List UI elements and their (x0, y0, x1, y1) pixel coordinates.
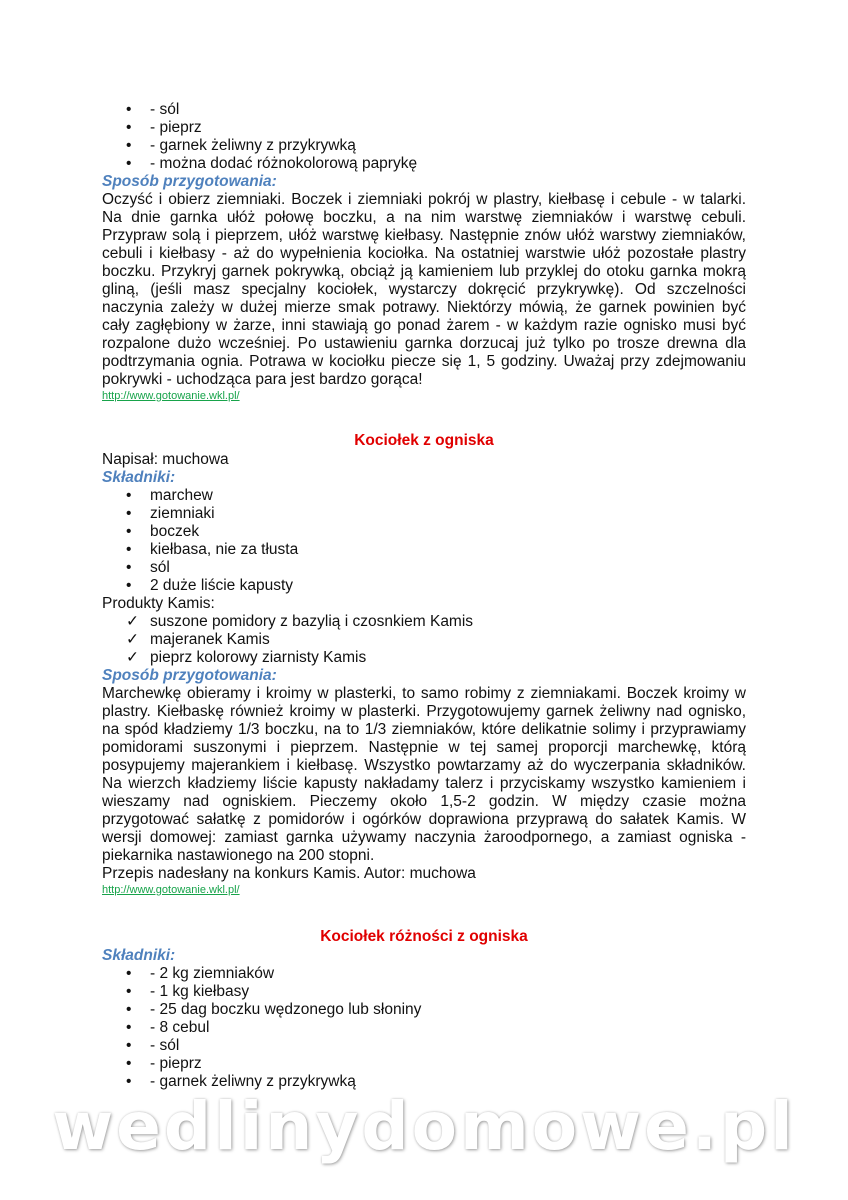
paragraph-line: Na wierzch kładziemy liście kapusty nakładamy talerz i przyciskamy wszystko kamieniem i (102, 775, 746, 792)
checkmark-icon: ✓ (126, 613, 139, 630)
paragraph-line: Na dnie garnka ułóż połowę boczku, a na nim warstwę ziemniaków i warstwę cebuli. (102, 209, 746, 226)
paragraph-line: Oczyść i obierz ziemniaki. Boczek i ziemniaki pokrój w plastry, kiełbasę i cebule - w talarki. (102, 191, 746, 208)
bullet-icon: • (126, 119, 132, 136)
list-item (102, 983, 746, 1001)
list-item (102, 631, 746, 649)
bullet-icon: • (126, 137, 132, 154)
paragraph-line: boczku. Przykryj garnek pokrywką, obciąż ją kamieniem lub przyklej do otoku garnka mokrą (102, 263, 746, 280)
list-item-text: - można dodać różnokolorową paprykę (150, 155, 418, 172)
list-item-text: - pieprz (150, 119, 202, 136)
watermark-logo: wedlinydomowe.pl (52, 1088, 796, 1165)
bullet-icon: • (126, 1001, 132, 1018)
list-item-text: ziemniaki (150, 505, 215, 522)
checkmark-icon: ✓ (126, 631, 139, 648)
list-item-text: pieprz kolorowy ziarnisty Kamis (150, 649, 367, 666)
list-item-text: suszone pomidory z bazylią i czosnkiem Kamis (150, 613, 474, 630)
paragraph-line: naczynia zależy w dużej mierze smak potrawy. Niektórzy mówią, że garnek powinien być (102, 299, 746, 316)
paragraph-line: cały zagłębiony w żarze, inni stawiają go ponad żarem - w każdym razie ognisko musi być (102, 317, 746, 334)
list-item-text: sól (150, 559, 170, 576)
list-item (102, 523, 746, 541)
method-heading: Sposób przygotowania: (102, 667, 277, 684)
list-item (102, 505, 746, 523)
bullet-icon: • (126, 1037, 132, 1054)
bullet-icon: • (126, 577, 132, 594)
bullet-icon: • (126, 523, 132, 540)
paragraph-line: pokrywki - uchodząca para jest bardzo gorąca! (102, 371, 423, 388)
list-item (102, 487, 746, 505)
list-item (102, 559, 746, 577)
list-item (102, 1055, 746, 1073)
recipe-title: Kociołek różności z ogniska (320, 928, 528, 945)
bullet-icon: • (126, 487, 132, 504)
paragraph-line: wersji domowej: zamiast garnka używamy naczynia żaroodpornego, a zamiast ogniska - (102, 829, 746, 846)
bullet-icon: • (126, 101, 132, 118)
list-item (102, 965, 746, 983)
paragraph-line: piekarnika nastawionego na 200 stopni. (102, 847, 375, 864)
list-item-text: majeranek Kamis (150, 631, 270, 648)
bullet-icon: • (126, 559, 132, 576)
paragraph-line: cebuli i kiełbasy - aż do wypełnienia kociołka. Na ostatniej warstwie ułóż pozostałe plastry (102, 245, 746, 262)
section-3 (102, 927, 746, 1091)
list-item (102, 137, 746, 155)
section-1 (102, 101, 746, 405)
paragraph-line: wieszamy nad ogniskiem. Pieczemy około 1,5-2 godzin. W między czasie można (102, 793, 746, 810)
product-list (102, 613, 746, 667)
list-item (102, 1037, 746, 1055)
list-item-text: - garnek żeliwny z przykrywką (150, 1073, 356, 1090)
list-item-text: - 8 cebul (150, 1019, 210, 1036)
recipe-title: Kociołek z ogniska (354, 432, 494, 449)
bullet-icon: • (126, 1073, 132, 1090)
bullet-icon: • (126, 1055, 132, 1072)
list-item (102, 155, 746, 173)
author-footer: Przepis nadesłany na konkurs Kamis. Autor: muchowa (102, 865, 476, 882)
list-item (102, 119, 746, 137)
bullet-icon: • (126, 983, 132, 1000)
ingredient-list (102, 487, 746, 595)
section-2 (102, 431, 746, 899)
bullet-icon: • (126, 541, 132, 558)
paragraph-line: gliną, (jeśli masz specjalny kociołek, wystarczy dokręcić przykrywkę). Od szczelności (102, 281, 746, 298)
list-item-text: kiełbasa, nie za tłusta (150, 541, 299, 558)
list-item-text: - 25 dag boczku wędzonego lub słoniny (150, 1001, 422, 1018)
list-item (102, 1019, 746, 1037)
method-paragraph (102, 191, 746, 389)
products-label: Produkty Kamis: (102, 595, 215, 612)
source-link[interactable]: http://www.gotowanie.wkl.pl/ (102, 884, 240, 896)
paragraph-line: rozpalone dużo wcześniej. Po ustawieniu garnka dorzucaj już tylko po trosze drewna dla (102, 335, 746, 352)
bullet-icon: • (126, 155, 132, 172)
ingredient-list (102, 101, 746, 173)
bullet-icon: • (126, 965, 132, 982)
bullet-icon: • (126, 1019, 132, 1036)
paragraph-line: plastry. Kiełbaskę również kroimy w plasterki. Przygotowujemy garnek żeliwny nad ognisko, (102, 703, 746, 720)
document-page (102, 101, 746, 1091)
list-item-text: - sól (150, 101, 180, 118)
ingredients-heading: Składniki: (102, 469, 176, 486)
list-item-text: - 2 kg ziemniaków (150, 965, 275, 982)
paragraph-line: Marchewkę obieramy i kroimy w plasterki, to samo robimy z ziemniakami. Boczek kroimy w (102, 685, 746, 702)
list-item-text: - garnek żeliwny z przykrywką (150, 137, 356, 154)
list-item-text: boczek (150, 523, 200, 540)
list-item (102, 613, 746, 631)
bullet-icon: • (126, 505, 132, 522)
list-item-text: 2 duże liście kapusty (150, 577, 294, 594)
checkmark-icon: ✓ (126, 649, 139, 666)
list-item (102, 649, 746, 667)
list-item-text: marchew (150, 487, 213, 504)
paragraph-line: podtrzymania ognia. Potrawa w kociołku piecze się 1, 5 godziny. Uważaj przy zdejmowaniu (102, 353, 746, 370)
ingredients-heading: Składniki: (102, 947, 176, 964)
paragraph-line: Przypraw solą i pieprzem, ułóż warstwę kiełbasy. Następnie znów ułóż warstwy ziemniaków, (102, 227, 746, 244)
paragraph-line: na spód kładziemy 1/3 boczku, na to 1/3 ziemniaków, które delikatnie solimy i przyprawiamy (102, 721, 746, 738)
ingredient-list (102, 965, 746, 1091)
paragraph-line: posypujemy majerankiem i kiełbasę. Wszystko powtarzamy aż do wyczerpania składników. (102, 757, 746, 774)
list-item (102, 1001, 746, 1019)
list-item (102, 541, 746, 559)
author-line: Napisał: muchowa (102, 451, 229, 468)
list-item (102, 101, 746, 119)
list-item-text: - 1 kg kiełbasy (150, 983, 250, 1000)
source-link[interactable]: http://www.gotowanie.wkl.pl/ (102, 390, 240, 402)
method-paragraph (102, 685, 746, 865)
list-item-text: - sól (150, 1037, 180, 1054)
method-heading: Sposób przygotowania: (102, 173, 277, 190)
list-item (102, 577, 746, 595)
paragraph-line: przygotować sałatkę z pomidorów i ogórków doprawiona przyprawą do sałatek Kamis. W (102, 811, 746, 828)
list-item-text: - pieprz (150, 1055, 202, 1072)
paragraph-line: pomidorami suszonymi i pieprzem. Następnie w tej samej proporcji marchewkę, którą (102, 739, 746, 756)
